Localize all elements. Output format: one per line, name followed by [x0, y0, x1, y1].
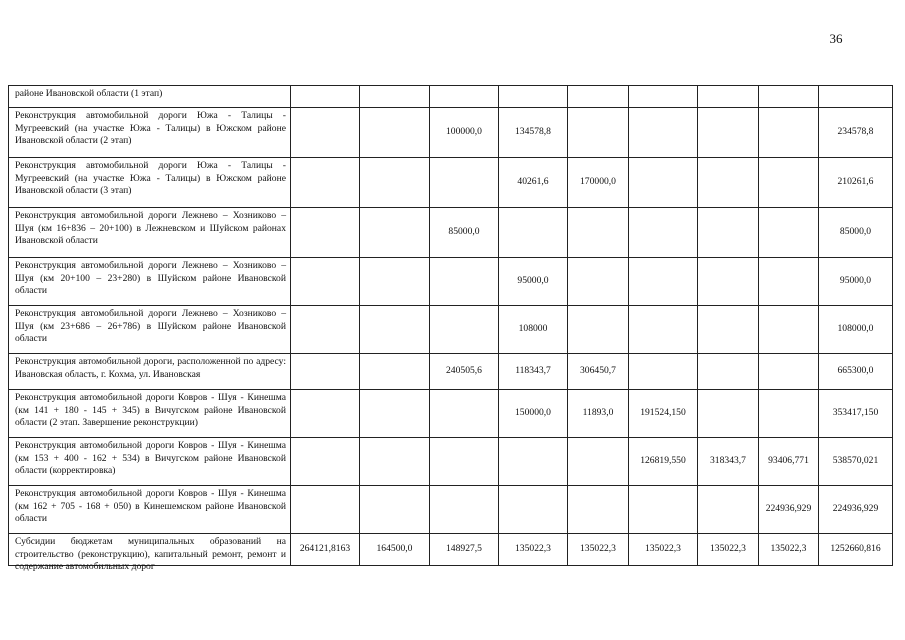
value-cell: 318343,7: [698, 438, 759, 486]
value-cell: 170000,0: [568, 158, 629, 208]
row-name-cell: Реконструкция автомобильной дороги, расположенной по адресу: Ивановская область, г. Кохма, ул. Ивановская: [9, 354, 291, 390]
total-cell: 224936,929: [819, 486, 893, 534]
value-cell: [360, 258, 430, 306]
row-name-cell: Реконструкция автомобильной дороги Лежнево – Хозниково – Шуя (км 16+836 – 20+100) в Лежневском и Шуйском районах Ивановской области: [9, 208, 291, 258]
value-cell: [360, 208, 430, 258]
value-cell: [430, 306, 499, 354]
value-cell: 95000,0: [499, 258, 568, 306]
value-cell: [568, 86, 629, 108]
value-cell: [629, 486, 698, 534]
value-cell: [759, 208, 819, 258]
value-cell: [291, 438, 360, 486]
row-name-cell: Реконструкция автомобильной дороги Лежнево – Хозниково – Шуя (км 23+686 – 26+786) в Шуйском районе Ивановской области: [9, 306, 291, 354]
value-cell: 126819,550: [629, 438, 698, 486]
value-cell: 135022,3: [759, 534, 819, 566]
value-cell: [360, 86, 430, 108]
table-row: [9, 306, 893, 354]
value-cell: 148927,5: [430, 534, 499, 566]
row-name-cell: Реконструкция автомобильной дороги Лежнево – Хозниково – Шуя (км 20+100 – 23+280) в Шуйском районе Ивановской области: [9, 258, 291, 306]
value-cell: [629, 158, 698, 208]
total-cell: [819, 86, 893, 108]
value-cell: 135022,3: [499, 534, 568, 566]
total-cell: 95000,0: [819, 258, 893, 306]
value-cell: [698, 86, 759, 108]
value-cell: 191524,150: [629, 390, 698, 438]
value-cell: [629, 258, 698, 306]
row-name-cell: [9, 534, 291, 573]
value-cell: [291, 486, 360, 534]
value-cell: 100000,0: [430, 108, 499, 158]
value-cell: [430, 390, 499, 438]
value-cell: [430, 258, 499, 306]
total-cell: 108000,0: [819, 306, 893, 354]
row-name-cell: Реконструкция автомобильной дороги Ковров - Шуя - Кинешма (км 141 + 180 - 145 + 345) в Вичугском районе Ивановской области (2 этап. Завершение реконструкции): [9, 390, 291, 438]
table-row: [9, 86, 893, 108]
total-cell: 353417,150: [819, 390, 893, 438]
table-row: [9, 390, 893, 438]
value-cell: [360, 438, 430, 486]
value-cell: 93406,771: [759, 438, 819, 486]
value-cell: 118343,7: [499, 354, 568, 390]
value-cell: [629, 208, 698, 258]
table-row: [9, 208, 893, 258]
value-cell: [430, 86, 499, 108]
budget-table: [8, 85, 893, 573]
value-cell: 164500,0: [360, 534, 430, 566]
value-cell: [499, 438, 568, 486]
value-cell: 135022,3: [629, 534, 698, 566]
row-name-text: Субсидии бюджетам муниципальных образований на строительство (реконструкцию), капитальный ремонт, ремонт и содержание автомобильных дорог: [15, 536, 286, 573]
value-cell: 135022,3: [698, 534, 759, 566]
value-cell: [759, 354, 819, 390]
value-cell: [291, 158, 360, 208]
total-cell: 665300,0: [819, 354, 893, 390]
table-row: [9, 354, 893, 390]
value-cell: [698, 306, 759, 354]
table-row: [9, 108, 893, 158]
value-cell: [360, 486, 430, 534]
row-name-cell: Реконструкция автомобильной дороги Южа - Талицы - Мугреевский (на участке Южа - Талицы) в Южском районе Ивановской области (2 этап): [9, 108, 291, 158]
value-cell: 108000: [499, 306, 568, 354]
value-cell: 85000,0: [430, 208, 499, 258]
value-cell: [698, 158, 759, 208]
value-cell: 240505,6: [430, 354, 499, 390]
table-row: [9, 438, 893, 486]
row-name-cell: Реконструкция автомобильной дороги Ковров - Шуя - Кинешма (км 162 + 705 - 168 + 050) в Кинешемском районе Ивановской области: [9, 486, 291, 534]
total-cell: 538570,021: [819, 438, 893, 486]
value-cell: [629, 354, 698, 390]
value-cell: [568, 306, 629, 354]
total-cell: 1252660,816: [819, 534, 893, 566]
value-cell: [499, 208, 568, 258]
value-cell: [698, 208, 759, 258]
value-cell: 224936,929: [759, 486, 819, 534]
value-cell: [568, 438, 629, 486]
value-cell: [759, 258, 819, 306]
value-cell: [568, 486, 629, 534]
value-cell: [759, 158, 819, 208]
value-cell: [629, 306, 698, 354]
total-cell: 210261,6: [819, 158, 893, 208]
value-cell: [291, 108, 360, 158]
table-row: [9, 158, 893, 208]
value-cell: 134578,8: [499, 108, 568, 158]
row-name-cell: Реконструкция автомобильной дороги Южа - Талицы - Мугреевский (на участке Южа - Талицы) в Южском районе Ивановской области (3 этап): [9, 158, 291, 208]
value-cell: [499, 86, 568, 108]
value-cell: [568, 108, 629, 158]
value-cell: 264121,8163: [291, 534, 360, 566]
value-cell: [759, 306, 819, 354]
value-cell: [360, 306, 430, 354]
value-cell: [629, 108, 698, 158]
value-cell: [698, 390, 759, 438]
value-cell: [698, 354, 759, 390]
value-cell: [430, 486, 499, 534]
value-cell: 150000,0: [499, 390, 568, 438]
value-cell: [360, 390, 430, 438]
value-cell: [759, 108, 819, 158]
value-cell: [291, 354, 360, 390]
value-cell: [499, 486, 568, 534]
value-cell: 40261,6: [499, 158, 568, 208]
value-cell: [568, 258, 629, 306]
value-cell: [430, 158, 499, 208]
value-cell: [360, 158, 430, 208]
value-cell: [698, 486, 759, 534]
value-cell: [568, 208, 629, 258]
row-name-cell: районе Ивановской области (1 этап): [9, 86, 291, 108]
value-cell: [759, 86, 819, 108]
value-cell: [291, 86, 360, 108]
table-row: [9, 534, 893, 566]
value-cell: [291, 208, 360, 258]
value-cell: 135022,3: [568, 534, 629, 566]
value-cell: [291, 258, 360, 306]
value-cell: [430, 438, 499, 486]
value-cell: [360, 354, 430, 390]
table-row: [9, 258, 893, 306]
value-cell: [759, 390, 819, 438]
page-number: 36: [829, 31, 843, 46]
row-name-cell: Реконструкция автомобильной дороги Ковров - Шуя - Кинешма (км 153 + 400 - 162 + 534) в Вичугском районе Ивановской области (корректировка): [9, 438, 291, 486]
value-cell: [291, 306, 360, 354]
value-cell: 11893,0: [568, 390, 629, 438]
value-cell: [360, 108, 430, 158]
total-cell: 234578,8: [819, 108, 893, 158]
value-cell: [698, 108, 759, 158]
value-cell: [291, 390, 360, 438]
value-cell: [629, 86, 698, 108]
total-cell: 85000,0: [819, 208, 893, 258]
value-cell: [698, 258, 759, 306]
value-cell: 306450,7: [568, 354, 629, 390]
table-row: [9, 486, 893, 534]
